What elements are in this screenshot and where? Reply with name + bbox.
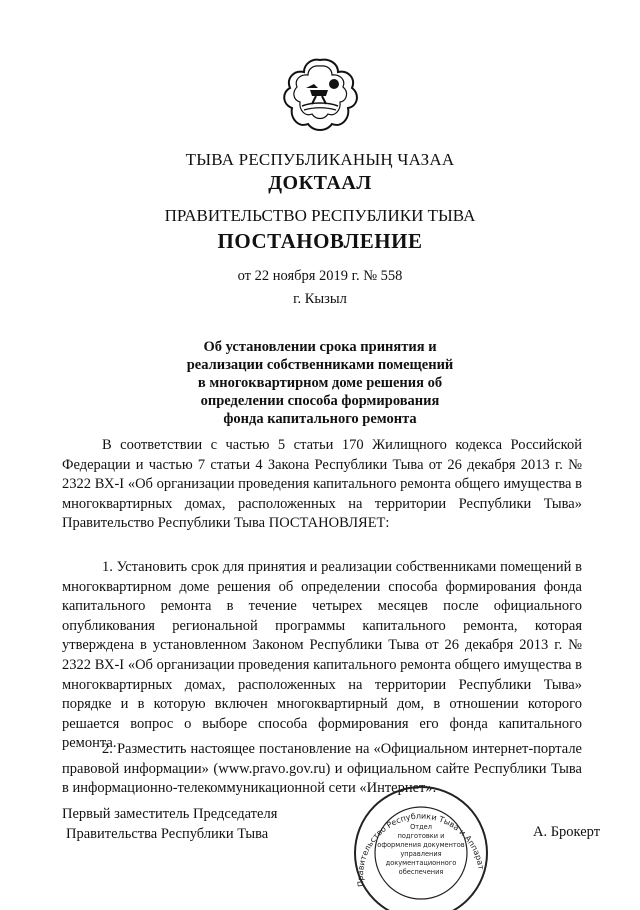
russian-doc-type: ПОСТАНОВЛЕНИЕ [217,229,423,253]
paragraph-text: 2. Разместить настоящее постановление на «Официальном интернет-портале правовой информации» (www.pravo.gov.ru) и официальном сайте Республики Тыва в информационно-телекоммуникационной сети «Интернет». [62,741,582,797]
preamble-paragraph [62,436,582,534]
stamp-line: оформления документов [377,841,465,849]
position-line: Первый заместитель Председателя [62,806,278,822]
tuva-doc-type: ДОКТААЛ [268,172,372,194]
title-line: реализации собственниками помещений [186,357,454,373]
title-line: в многоквартирном доме решения об [197,375,443,391]
city: г. Кызыл [293,291,347,307]
title-line: определении способа формирования [200,393,440,409]
stamp-line: подготовки и [397,832,445,840]
title-line: Об установлении срока принятия и [203,339,437,355]
date-number: от 22 ноября 2019 г. № 558 [237,268,403,284]
tuva-government-heading: ТЫВА РЕСПУБЛИКАНЫҢ ЧАЗАА [185,150,455,169]
position-line: Правительства Республики Тыва [66,825,269,842]
clause-1-paragraph [62,558,582,754]
clause-2-paragraph [62,740,582,799]
stamp-line: обеспечения [398,868,444,876]
signatory-name: А. Брокерт [533,824,601,840]
signatory-position [62,805,277,844]
stamp-line: управления [400,850,442,858]
document-title [160,338,480,428]
paragraph-text: В соответствии с частью 5 статьи 170 Жилищного кодекса Российской Федерации и частью 7 статьи 4 Закона Республики Тыва от 26 декабря 2013 г. № 2322 ВХ-I «Об организации проведения капитального ремонта общего имущества в многоквартирных домах, расположенных на территории Республики Тыва» Правительство Республики Тыва ПОСТАНОВЛЯЕТ: [62,437,582,532]
stamp-ring-text: Правительство Республики Тыва и Аппарат [355,811,486,888]
stamp-line: Отдел [410,823,432,831]
russian-government-heading: ПРАВИТЕЛЬСТВО РЕСПУБЛИКИ ТЫВА [164,206,476,225]
stamp-line: документационного [385,859,457,867]
official-stamp [346,785,496,910]
paragraph-text: 1. Установить срок для принятия и реализации собственниками помещений в многоквартирном доме решения об определении способа формирования фонда капитального ремонта в течение четырех месяцев после официального опубликования региональной программы капитального ремонта, которая утверждена в установленном Законом Республики Тыва от 26 декабря 2013 г. № 2322 ВХ-I «Об организации проведения капитального ремонта общего имущества в многоквартирных домах, расположенных на территории Республики Тыва» порядке и в которую включен многоквартирный дом, в отношении которого решается вопрос о выборе способа формирования его фонда капитального ремонта. [62,559,582,752]
coat-of-arms-emblem [282,56,358,134]
title-line: фонда капитального ремонта [223,411,417,427]
